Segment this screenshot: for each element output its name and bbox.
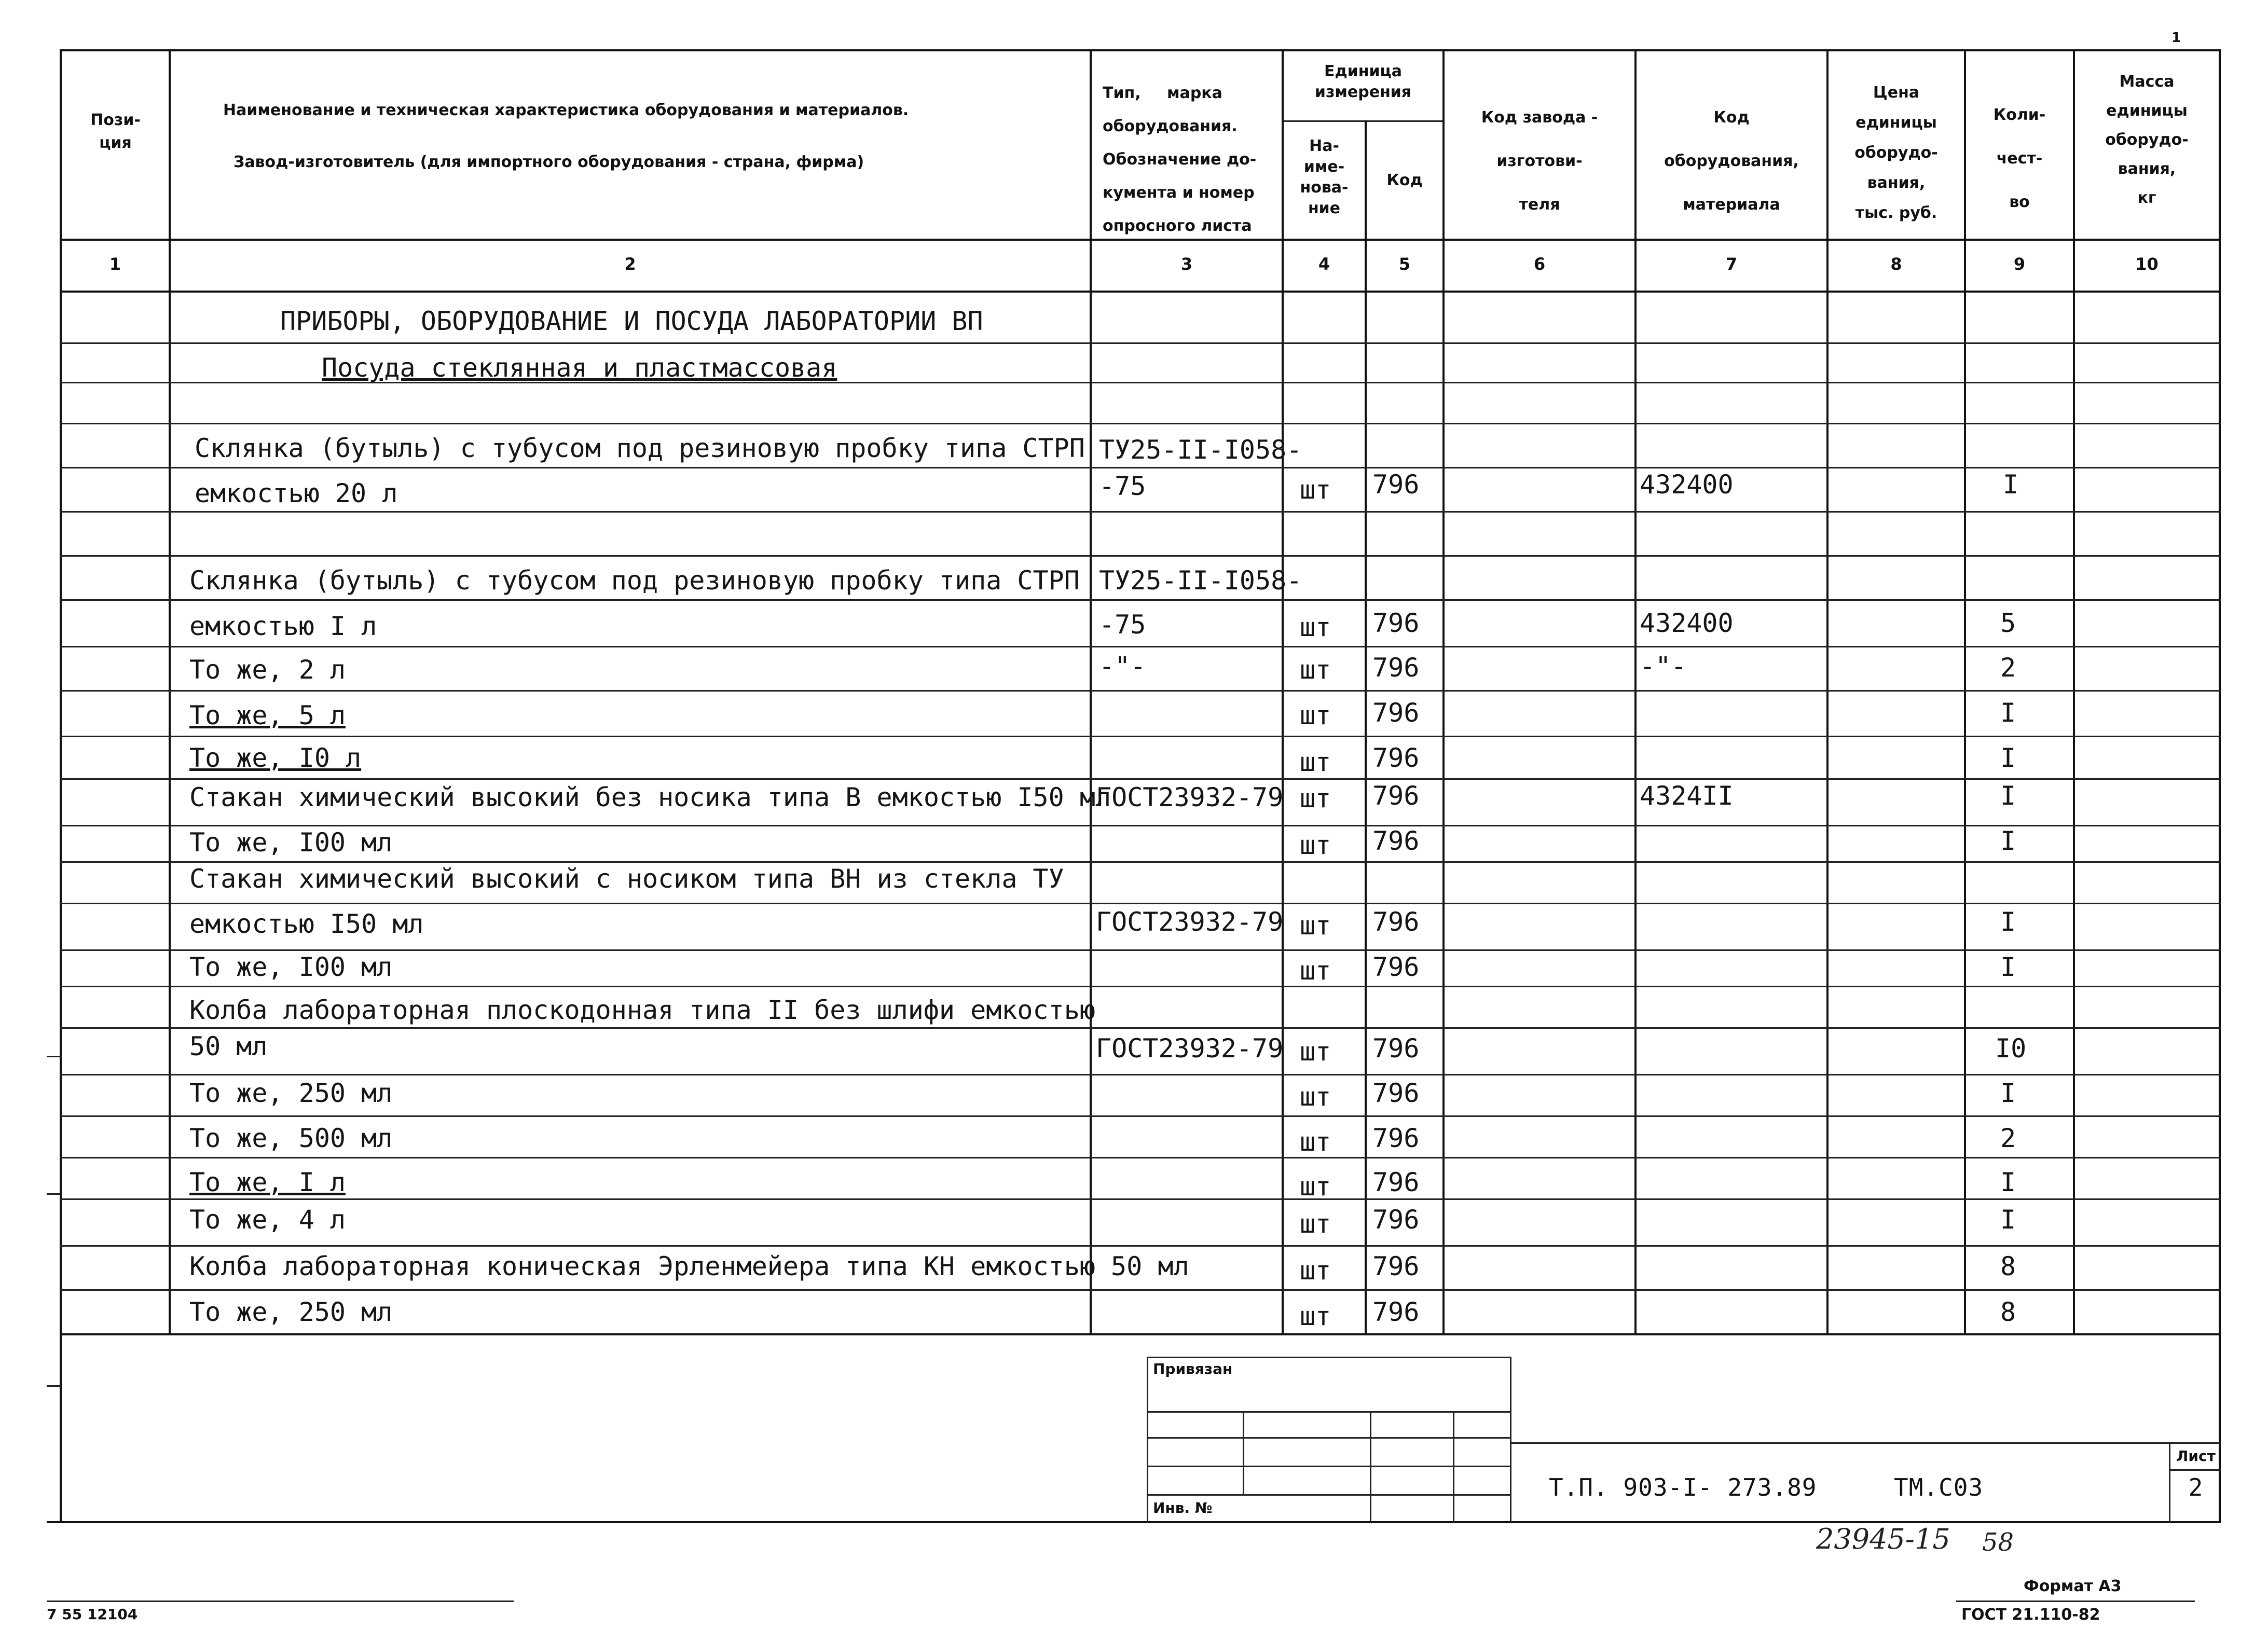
col-number: 5 [1398, 254, 1411, 274]
col-number: 8 [1890, 254, 1902, 274]
col-number: 7 [1725, 254, 1738, 274]
handwritten-archive-number: 23945-15 [1816, 1523, 1950, 1555]
attached-label: Привязан [1153, 1360, 1233, 1377]
col-number: 1 [109, 254, 121, 274]
col-number: 9 [2013, 254, 2026, 274]
section-subtitle: Посуда стеклянная и пластмассовая [322, 353, 837, 383]
gost-standard: ГОСТ 21.110-82 [1961, 1606, 2100, 1624]
unit-group-header: Единица измерения [1314, 62, 1412, 101]
col-unit-name-header: На- име- нова- ние [1300, 137, 1349, 217]
inventory-label: Инв. № [1153, 1499, 1213, 1516]
handwritten-page-number: 58 [1982, 1528, 2014, 1557]
col-price-header: Цена единицы оборудо- вания, тыс. руб. [1854, 84, 1938, 222]
col-number: 4 [1318, 254, 1330, 274]
specification-sheet: Пози- ция Наименование и техническая характеристика оборудования и материалов. Завод-изготовитель (для импортного оборудования - страна, фирма) Тип, марка оборудования. Обозначение до- кумента и номер опросного листа Единица измерения На- име- нова- ние Код Код завода - изготови- теля Код оборудования, материала Цена единицы оборудо- вания, тыс. руб. Коли- чест- во Масса единицы оборудо- вания, кг 1 2 3 4 5 6 7 8 9 10 ПРИБОРЫ, ОБОРУДОВАНИЕ И ПОСУДА ЛАБОРАТОРИИ ВП Посуда стеклянная и пластмассовая Склянка (бутыль) с тубусом под резиновую пробку типа СТРП ТУ25-II-I058- емкостью 20 л -75 шт 796 432400 I Склянка (бутыль) с тубусом под резиновую пробку типа СТРП ТУ25-II-I058- емкостью I л -75 шт 796 432400 5 То же, 2 л -"- шт 796 -"- 2 То же, 5 л шт 796 I То же, I0 л шт 796 I Стакан химический высокий без носика типа В емкостью I50 мл ГОСТ23932-79 шт 796 4324II I То же, I00 мл шт 796 I Стакан химический высокий с носиком типа ВН из стекла ТУ емкостью I50 мл ГОСТ23932-79 шт 796 I То же, I00 мл шт 796 I Колба лабораторная плоскодонная типа II без шлифи емкостью 50 мл ГОСТ23932-79 шт 796 I0 То же, 250 мл шт 796 I То же, 500 мл шт 796 2 То же, I л шт 796 I То же, 4 л шт 796 I Колба лабораторная коническая Эрленмейера типа КН емкостью 50 мл шт 796 8 То же, 250 мл шт 796 8 Привязан Инв. № Т.П. 903-I- 273.89 ТМ.С03 Лист 2 23945-15 58 1 Формат А3 ГОСТ 21.110-82 7 55 12104 [0, 0, 2268, 1642]
col-unit-code-header: Код [1386, 171, 1423, 189]
col-number: 10 [2135, 254, 2159, 274]
col-number: 6 [1533, 254, 1546, 274]
col-number: 3 [1180, 254, 1193, 274]
col-number: 2 [624, 254, 636, 274]
col-equipment-code-header: Код оборудования, материала [1664, 108, 1799, 214]
col-factory-code-header: Код завода - изготови- теля [1481, 108, 1598, 214]
document-reference: Т.П. 903-I- 273.89 [1549, 1473, 1817, 1501]
col-type-header: Тип, марка оборудования. Обозначение до- кумента и номер опросного листа [1103, 84, 1257, 235]
col-name-header: Наименование и техническая характеристика оборудования и материалов. Завод-изготовитель (для импортного оборудования - страна, фирма) [223, 101, 909, 171]
col-position-header: Пози- [90, 111, 141, 129]
paper-format: Формат А3 [2024, 1577, 2122, 1595]
print-code: 7 55 12104 [47, 1606, 138, 1623]
col-quantity-header: Коли- чест- во [1993, 106, 2046, 211]
sheet-label: Лист [2176, 1447, 2216, 1465]
col-mass-header: Масса единицы оборудо- вания, кг [2105, 73, 2189, 207]
document-code: ТМ.С03 [1894, 1473, 1984, 1501]
section-title: ПРИБОРЫ, ОБОРУДОВАНИЕ И ПОСУДА ЛАБОРАТОРИИ ВП [280, 306, 983, 336]
corner-mark: 1 [2171, 30, 2181, 46]
sheet-number: 2 [2188, 1473, 2204, 1501]
